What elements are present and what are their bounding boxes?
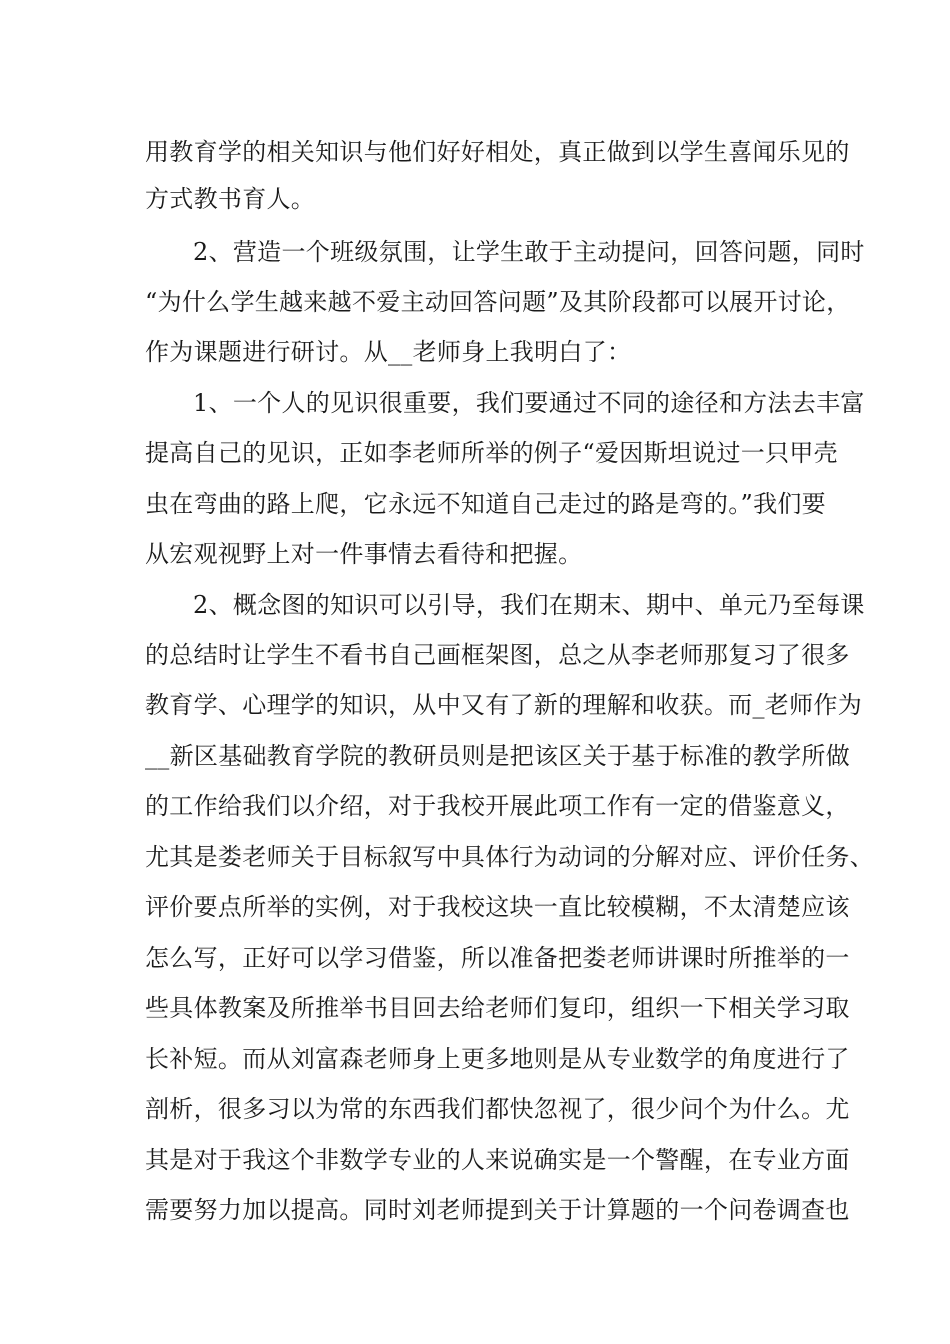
text-line: 需要努力加以提高。同时刘老师提到关于计算题的一个问卷调查也: [145, 1196, 850, 1224]
text-line: 怎么写，正好可以学习借鉴，所以准备把娄老师讲课时所推举的一: [145, 944, 850, 972]
text-line: 评价要点所举的实例，对于我校这块一直比较模糊，不太清楚应该: [145, 893, 850, 921]
text-line: 教育学、心理学的知识，从中又有了新的理解和收获。而_老师作为: [145, 691, 862, 719]
text-line: 的总结时让学生不看书自己画框架图，总之从李老师那复习了很多: [145, 641, 850, 669]
text-line: 些具体教案及所推举书目回去给老师们复印，组织一下相关学习取: [145, 994, 850, 1022]
text-line: 其是对于我这个非数学专业的人来说确实是一个警醒，在专业方面: [145, 1146, 850, 1174]
text-line: 长补短。而从刘富森老师身上更多地则是从专业数学的角度进行了: [145, 1045, 850, 1073]
text-line: 虫在弯曲的路上爬，它永远不知道自己走过的路是弯的。”我们要: [145, 490, 826, 518]
text-line: 从宏观视野上对一件事情去看待和把握。: [145, 540, 583, 568]
text-line: 用教育学的相关知识与他们好好相处，真正做到以学生喜闻乐见的: [145, 138, 850, 166]
text-line: 的工作给我们以介绍，对于我校开展此项工作有一定的借鉴意义，: [145, 792, 850, 820]
text-line: “为什么学生越来越不爱主动回答问题”及其阶段都可以展开讨论，: [145, 288, 851, 316]
text-line: 作为课题进行研讨。从__老师身上我明白了：: [145, 338, 632, 366]
paragraph-first-line: 2、营造一个班级氛围，让学生敢于主动提问，回答问题，同时: [193, 238, 865, 266]
text-line: 提高自己的见识，正如李老师所举的例子“爱因斯坦说过一只甲壳: [145, 439, 838, 467]
text-line: __新区基础教育学院的教研员则是把该区关于基于标准的教学所做: [145, 742, 850, 770]
paragraph-first-line: 2、概念图的知识可以引导，我们在期末、期中、单元乃至每课: [193, 591, 865, 619]
text-line: 尤其是娄老师关于目标叙写中具体行为动词的分解对应、评价任务、: [145, 843, 874, 871]
paragraph-first-line: 1、一个人的见识很重要，我们要通过不同的途径和方法去丰富: [193, 389, 865, 417]
text-line: 剖析，很多习以为常的东西我们都快忽视了，很少问个为什么。尤: [145, 1095, 850, 1123]
text-line: 方式教书育人。: [145, 185, 316, 213]
